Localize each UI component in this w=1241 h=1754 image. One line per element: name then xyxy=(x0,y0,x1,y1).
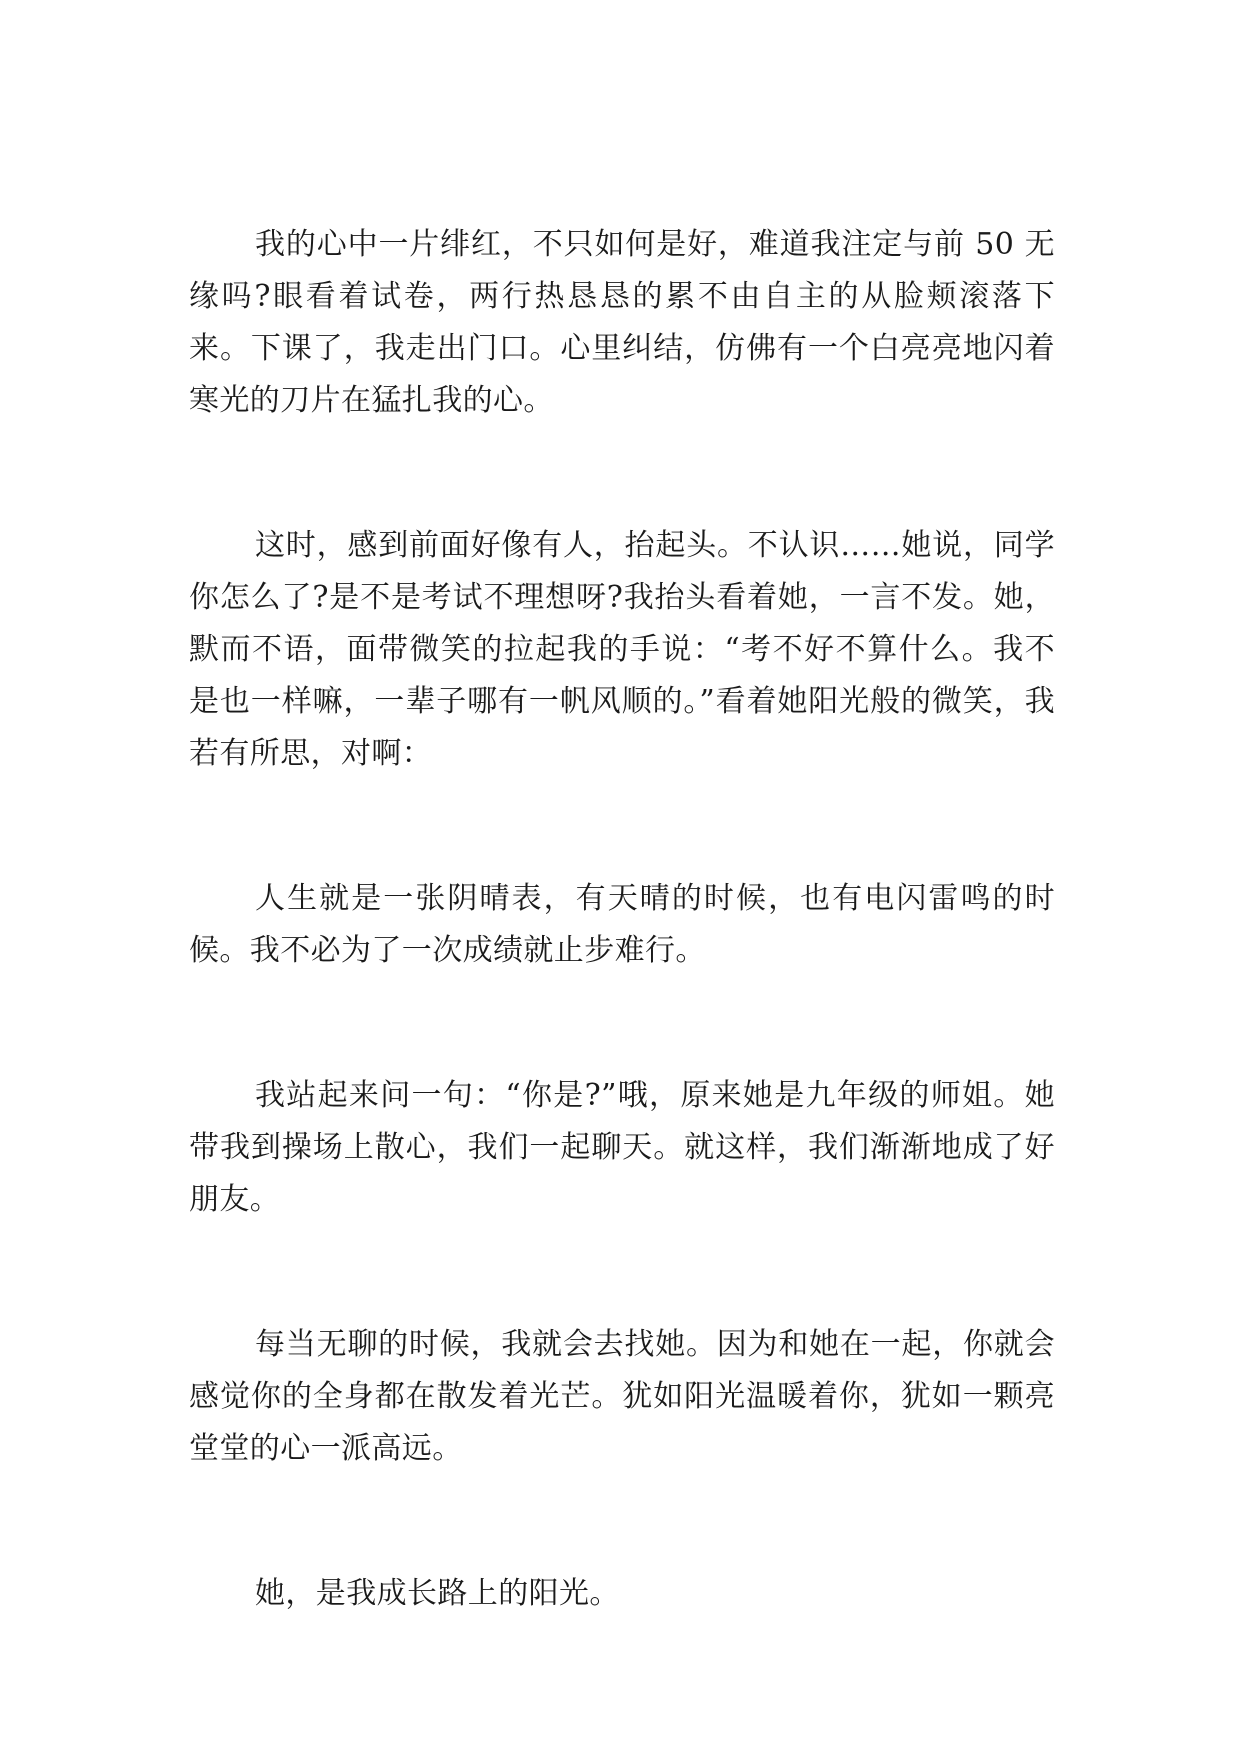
paragraph-2: 这时，感到前面好像有人，抬起头。不认识……她说，同学你怎么了?是不是考试不理想呀?我抬头看着她，一言不发。她，默而不语，面带微笑的拉起我的手说：“考不好不算什么。我不是也一样嘛，一辈子哪有一帆风顺的。”看着她阳光般的微笑，我若有所思，对啊： xyxy=(189,528,1055,771)
paragraph-1: 我的心中一片绯红，不只如何是好，难道我注定与前 50 无缘吗?眼看着试卷，两行热恳恳的累不由自主的从脸颊滚落下来。下课了，我走出门口。心里纠结，仿佛有一个白亮亮地闪着寒光的刀片在猛扎我的心。 xyxy=(189,227,1055,418)
paragraph-5: 每当无聊的时候，我就会去找她。因为和她在一起，你就会感觉你的全身都在散发着光芒。犹如阳光温暖着你，犹如一颗亮堂堂的心一派高远。 xyxy=(189,1327,1055,1466)
document-body xyxy=(189,219,1055,1620)
paragraph-6: 她，是我成长路上的阳光。 xyxy=(255,1576,620,1611)
paragraph-4: 我站起来问一句：“你是?”哦，原来她是九年级的师姐。她带我到操场上散心，我们一起聊天。就这样，我们渐渐地成了好朋友。 xyxy=(189,1078,1055,1217)
paragraph-3: 人生就是一张阴晴表，有天晴的时候，也有电闪雷鸣的时候。我不必为了一次成绩就止步难行。 xyxy=(189,881,1055,968)
